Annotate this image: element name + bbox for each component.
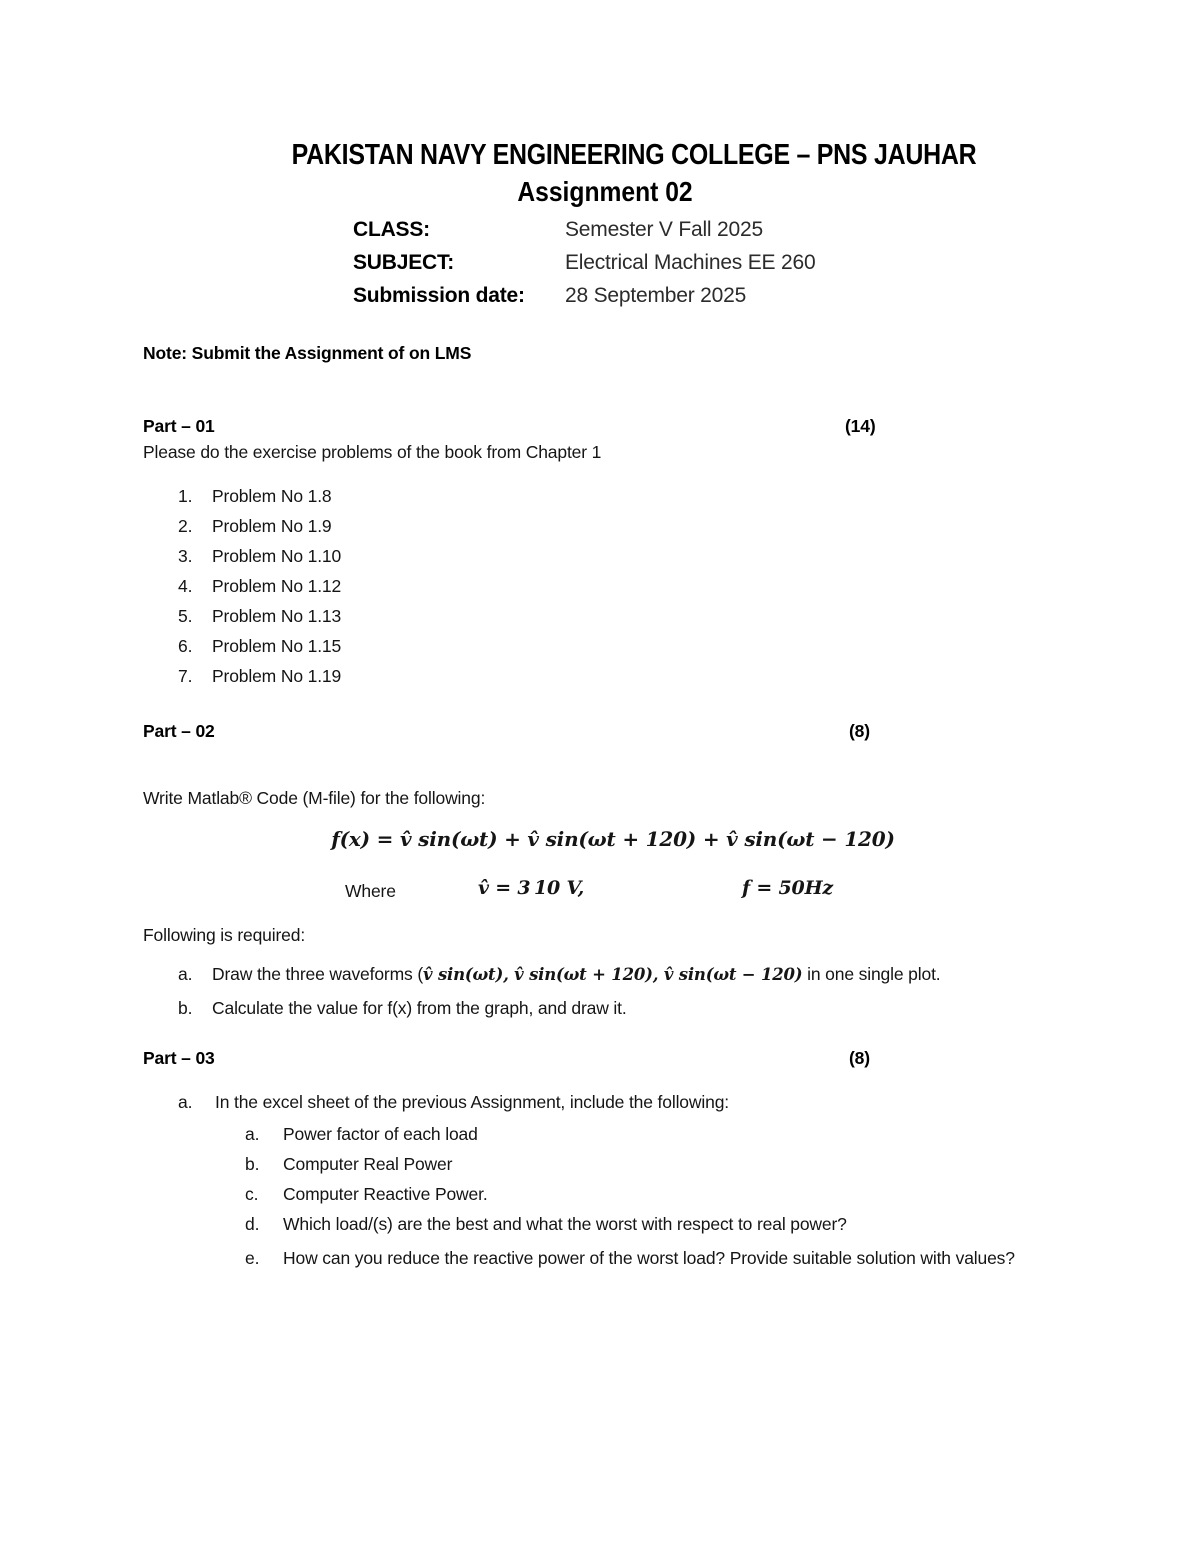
sub-list-item	[245, 1242, 1035, 1275]
list-item-label: Problem No 1.13	[212, 606, 342, 626]
sub-list-item	[245, 1152, 452, 1176]
list-item	[178, 484, 332, 508]
required-intro: Following is required:	[143, 925, 306, 945]
list-item	[178, 544, 341, 568]
part2-marks: (8)	[849, 721, 870, 741]
page-title: PAKISTAN NAVY ENGINEERING COLLEGE – PNS JAUHAR	[291, 139, 977, 171]
list-number: 1.	[178, 486, 193, 506]
list-letter: a.	[178, 964, 193, 984]
list-number: 7.	[178, 666, 193, 686]
list-letter: d.	[245, 1214, 260, 1234]
list-item-text: How can you reduce the reactive power of the worst load? Provide suitable solution with values?	[283, 1248, 1015, 1268]
list-item-text: Computer Real Power	[283, 1154, 453, 1174]
class-row	[353, 216, 763, 243]
subject-row	[353, 249, 815, 276]
part3-heading: Part – 03	[143, 1048, 215, 1068]
part1-intro: Please do the exercise problems of the book from Chapter 1	[143, 442, 602, 462]
part1-marks: (14)	[845, 416, 876, 436]
list-item-text: Power factor of each load	[283, 1124, 478, 1144]
part1-heading: Part – 01	[143, 416, 215, 436]
list-item	[178, 1090, 729, 1114]
list-item	[178, 604, 341, 628]
part2-heading: Part – 02	[143, 721, 215, 741]
list-number: 5.	[178, 606, 193, 626]
list-item-text: In the excel sheet of the previous Assignment, include the following:	[215, 1092, 729, 1112]
submission-date-label: Submission date:	[353, 284, 525, 307]
list-number: 4.	[178, 576, 193, 596]
sub-list-item	[245, 1212, 847, 1236]
part2-intro: Write Matlab® Code (M-file) for the following:	[143, 788, 486, 808]
assignment-title: Assignment 02	[517, 176, 693, 207]
list-item	[178, 962, 941, 987]
list-letter: e.	[245, 1248, 260, 1268]
list-item	[178, 664, 341, 688]
list-number: 3.	[178, 546, 193, 566]
where-label: Where	[345, 881, 396, 901]
list-item	[178, 514, 332, 538]
list-item	[178, 634, 341, 658]
list-letter: b.	[178, 998, 193, 1018]
math-formula: f(x) = v̂ sin(ωt) + v̂ sin(ωt + 120) + v̂ sin(ωt − 120)	[331, 827, 895, 851]
list-number: 2.	[178, 516, 193, 536]
list-item-text: in one single plot.	[802, 964, 941, 984]
list-letter: b.	[245, 1154, 260, 1174]
list-item-label: Problem No 1.8	[212, 486, 332, 506]
list-letter: a.	[245, 1124, 260, 1144]
class-value: Semester V Fall 2025	[565, 218, 763, 241]
inline-math-waveforms: v̂ sin(ωt), v̂ sin(ωt + 120), v̂ sin(ωt − 120)	[423, 965, 803, 984]
class-label: CLASS:	[353, 218, 430, 241]
list-item-label: Problem No 1.15	[212, 636, 342, 656]
list-item-text: Calculate the value for f(x) from the graph, and draw it.	[212, 998, 627, 1018]
note-line: Note: Submit the Assignment of on LMS	[143, 343, 472, 363]
list-item-label: Problem No 1.19	[212, 666, 342, 686]
sub-list-item	[245, 1182, 488, 1206]
list-number: 6.	[178, 636, 193, 656]
list-item	[178, 574, 341, 598]
part3-marks: (8)	[849, 1048, 870, 1068]
list-item-text: Which load/(s) are the best and what the worst with respect to real power?	[283, 1214, 847, 1234]
where-frequency-value: f = 50Hz	[742, 877, 833, 899]
sub-list-item	[245, 1122, 478, 1146]
submission-date-value: 28 September 2025	[565, 284, 747, 307]
list-item-text: Draw the three waveforms (	[212, 964, 424, 984]
list-item-text: Computer Reactive Power.	[283, 1184, 488, 1204]
list-item-label: Problem No 1.10	[212, 546, 342, 566]
where-voltage-value: v̂ = 3 10 V,	[478, 877, 585, 899]
submission-date-row	[353, 282, 746, 309]
list-item-label: Problem No 1.12	[212, 576, 342, 596]
list-item-label: Problem No 1.9	[212, 516, 332, 536]
list-item	[178, 996, 627, 1020]
list-letter: a.	[178, 1092, 193, 1112]
subject-value: Electrical Machines EE 260	[565, 251, 816, 274]
subject-label: SUBJECT:	[353, 251, 455, 274]
list-letter: c.	[245, 1184, 259, 1204]
